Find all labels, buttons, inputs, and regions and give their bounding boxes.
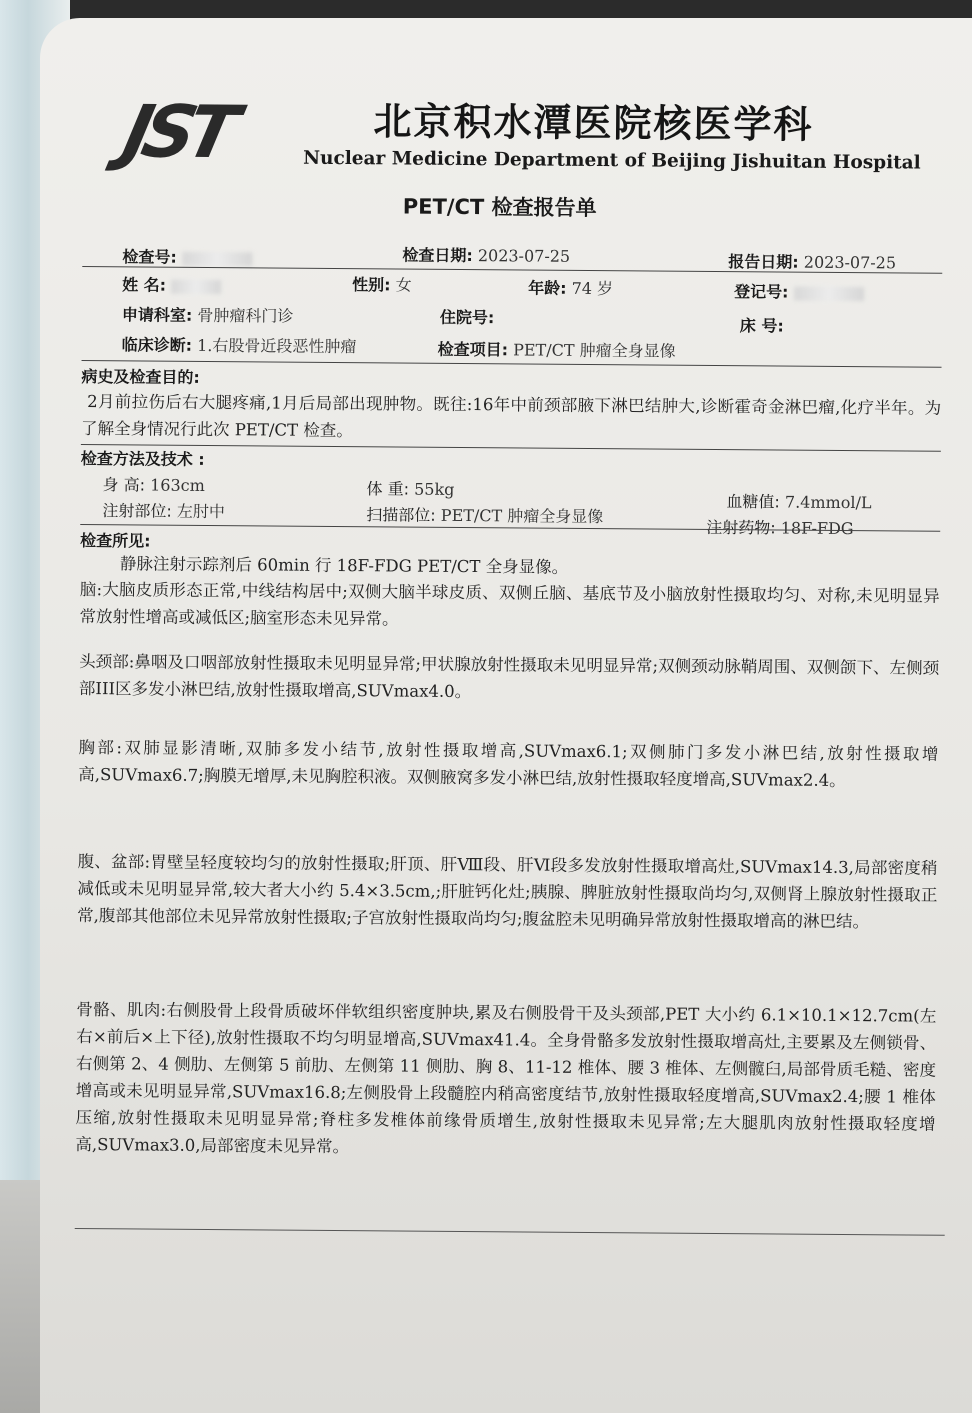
inject-site-value: 左肘中 [176, 501, 225, 522]
gender-value: 女 [395, 275, 412, 295]
exam-date-label: 检查日期: [402, 245, 473, 266]
gender-label: 性别: [352, 275, 391, 295]
inpatient-label: 住院号: [439, 307, 495, 328]
dept-field [122, 302, 294, 326]
age-value: 74 岁 [571, 278, 614, 299]
hospital-name-cn: 北京积水潭医院核医学科 [373, 99, 814, 147]
drug-value: 18F-FDG [780, 518, 854, 539]
history-heading: 病史及检查目的: [81, 366, 200, 387]
findings-brain: 脑:大脑皮质形态正常,中线结构居中;双侧大脑半球皮质、双侧丘脑、基底节及小脑放射性摄取均匀、对称,未见明显异常放射性增高或减低区;脑室形态未见异常。 [79, 579, 940, 629]
dept-label: 申请科室: [121, 305, 193, 325]
redacted-exam-no [182, 251, 252, 266]
hospital-name-en: Nuclear Medicine Department of Beijing Jishuitan Hospital [303, 147, 921, 174]
diagnosis-field [122, 332, 357, 357]
exam-no-label: 检查号: [122, 247, 177, 267]
scan-value: PET/CT 肿瘤全身显像 [440, 505, 604, 527]
findings-bone: 骨骼、肌肉:右侧股骨上段骨质破坏伴软组织密度肿块,累及右侧股骨干及头颈部,PET 大小约 6.1×10.1×12.7cm(左右×前后×上下径),放射性摄取不均匀明显增高,SUVmax41.4。全身骨骼多发放射性摄取增高灶,主要累及左侧锁骨、右侧第 2、4 侧肋、左侧第 5 前肋、左侧第 11 侧肋、胸 8、11-12 椎体、腰 3 椎体、左侧髋臼,局部骨质毛糙、密度增高或未见明显异常,SUVmax16.8;左侧股骨上段髓腔内稍高密度结节,放射性摄取轻度增高,SUVmax2.4;腰 1 椎体压缩,放射性摄取未见明显异常;脊柱多发椎体前缘骨质增生,放射性摄取未见异常;左大腿肌肉放射性摄取轻度增高,SUVmax3.0,局部密度未见异常。 [75, 999, 937, 1157]
exam-no-field [122, 244, 252, 268]
bed-label: 床 号: [739, 316, 784, 336]
exam-item-label: 检查项目: [437, 339, 509, 360]
dept-value: 骨肿瘤科门诊 [197, 305, 294, 326]
findings-chest: 胸部:双肺显影清晰,双肺多发小结节,放射性摄取增高,SUVmax6.1;双侧肺门多发小淋巴结,放射性摄取增高,SUVmax6.7;胸膜无增厚,未见胸腔积液。双侧腋窝多发小淋巴结,放射性摄取轻度增高,SUVmax2.4。 [78, 737, 939, 791]
findings-abdomen: 腹、盆部:胃壁呈轻度较均匀的放射性摄取;肝顶、肝Ⅷ段、肝Ⅵ段多发放射性摄取增高灶,SUVmax14.3,局部密度稍减低或未见明显异常,较大者大小约 5.4×3.5cm,;肝脏钙化灶;胰腺、脾脏放射性摄取尚均匀,双侧肾上腺放射性摄取正常,腹部其他部位未见异常放射性摄取;子宫放射性摄取尚均匀;腹盆腔未见明确异常放射性摄取增高的淋巴结。 [77, 851, 938, 932]
height-field [102, 472, 204, 496]
glucose-value: 7.4mmol/L [784, 492, 872, 513]
scan-label: 扫描部位: [366, 505, 436, 525]
redacted-reg-no [794, 286, 864, 301]
height-value: 163cm [150, 475, 205, 495]
exam-item-field [438, 337, 676, 362]
inject-site-label: 注射部位: [102, 501, 172, 521]
findings-heading: 检查所见: [80, 530, 151, 551]
diagnosis-value: 1.右股骨近段恶性肿瘤 [197, 335, 357, 357]
reg-no-label: 登记号: [734, 282, 789, 302]
gender-field [352, 272, 412, 295]
drug-field [706, 515, 854, 539]
findings-intro: 静脉注射示踪剂后 60min 行 18F-FDG PET/CT 全身显像。 [119, 554, 569, 577]
age-field [528, 275, 613, 299]
report-page [40, 18, 972, 1413]
weight-value: 55kg [414, 479, 455, 499]
redacted-name [171, 279, 221, 293]
age-label: 年龄: [528, 278, 567, 298]
diagnosis-label: 临床诊断: [121, 335, 193, 355]
footer-divider [75, 1228, 945, 1236]
weight-field [366, 476, 454, 500]
findings-head-neck: 头颈部:鼻咽及口咽部放射性摄取未见明显异常;甲状腺放射性摄取未见明显异常;双侧颈动脉鞘周围、双侧颌下、左侧颈部III区多发小淋巴结,放射性摄取增高,SUVmax4.0。 [78, 651, 940, 702]
inject-site-field [102, 498, 225, 522]
height-label: 身 高: [102, 475, 146, 495]
exam-date-value: 2023-07-25 [477, 246, 571, 266]
reg-no-field [734, 279, 864, 303]
info-divider [82, 360, 942, 368]
report-date-label: 报告日期: [728, 252, 799, 272]
name-label: 姓 名: [122, 275, 167, 295]
exam-item-value: PET/CT 肿瘤全身显像 [513, 340, 676, 361]
weight-label: 体 重: [366, 479, 410, 499]
name-field [122, 272, 221, 296]
exam-date-field [402, 243, 570, 267]
report-content [75, 48, 944, 1157]
inpatient-field [440, 305, 495, 328]
history-text: 2月前拉伤后右大腿疼痛,1月后局部出现肿物。既往:16年中前颈部腋下淋巴结肿大,诊断霍奇金淋巴瘤,化疗半年。为了解全身情况行此次 PET/CT 检查。 [80, 392, 942, 441]
method-heading: 检查方法及技术 : [80, 448, 205, 469]
report-title: PET/CT 检查报告单 [402, 194, 597, 221]
drug-label: 注射药物: [706, 517, 776, 538]
glucose-label: 血糖值: [726, 492, 780, 512]
report-date-value: 2023-07-25 [803, 252, 897, 273]
glucose-field [726, 489, 871, 513]
report-date-field [728, 249, 896, 273]
hospital-logo: JST [116, 89, 239, 175]
scan-field [366, 502, 603, 527]
bed-field [740, 313, 784, 336]
